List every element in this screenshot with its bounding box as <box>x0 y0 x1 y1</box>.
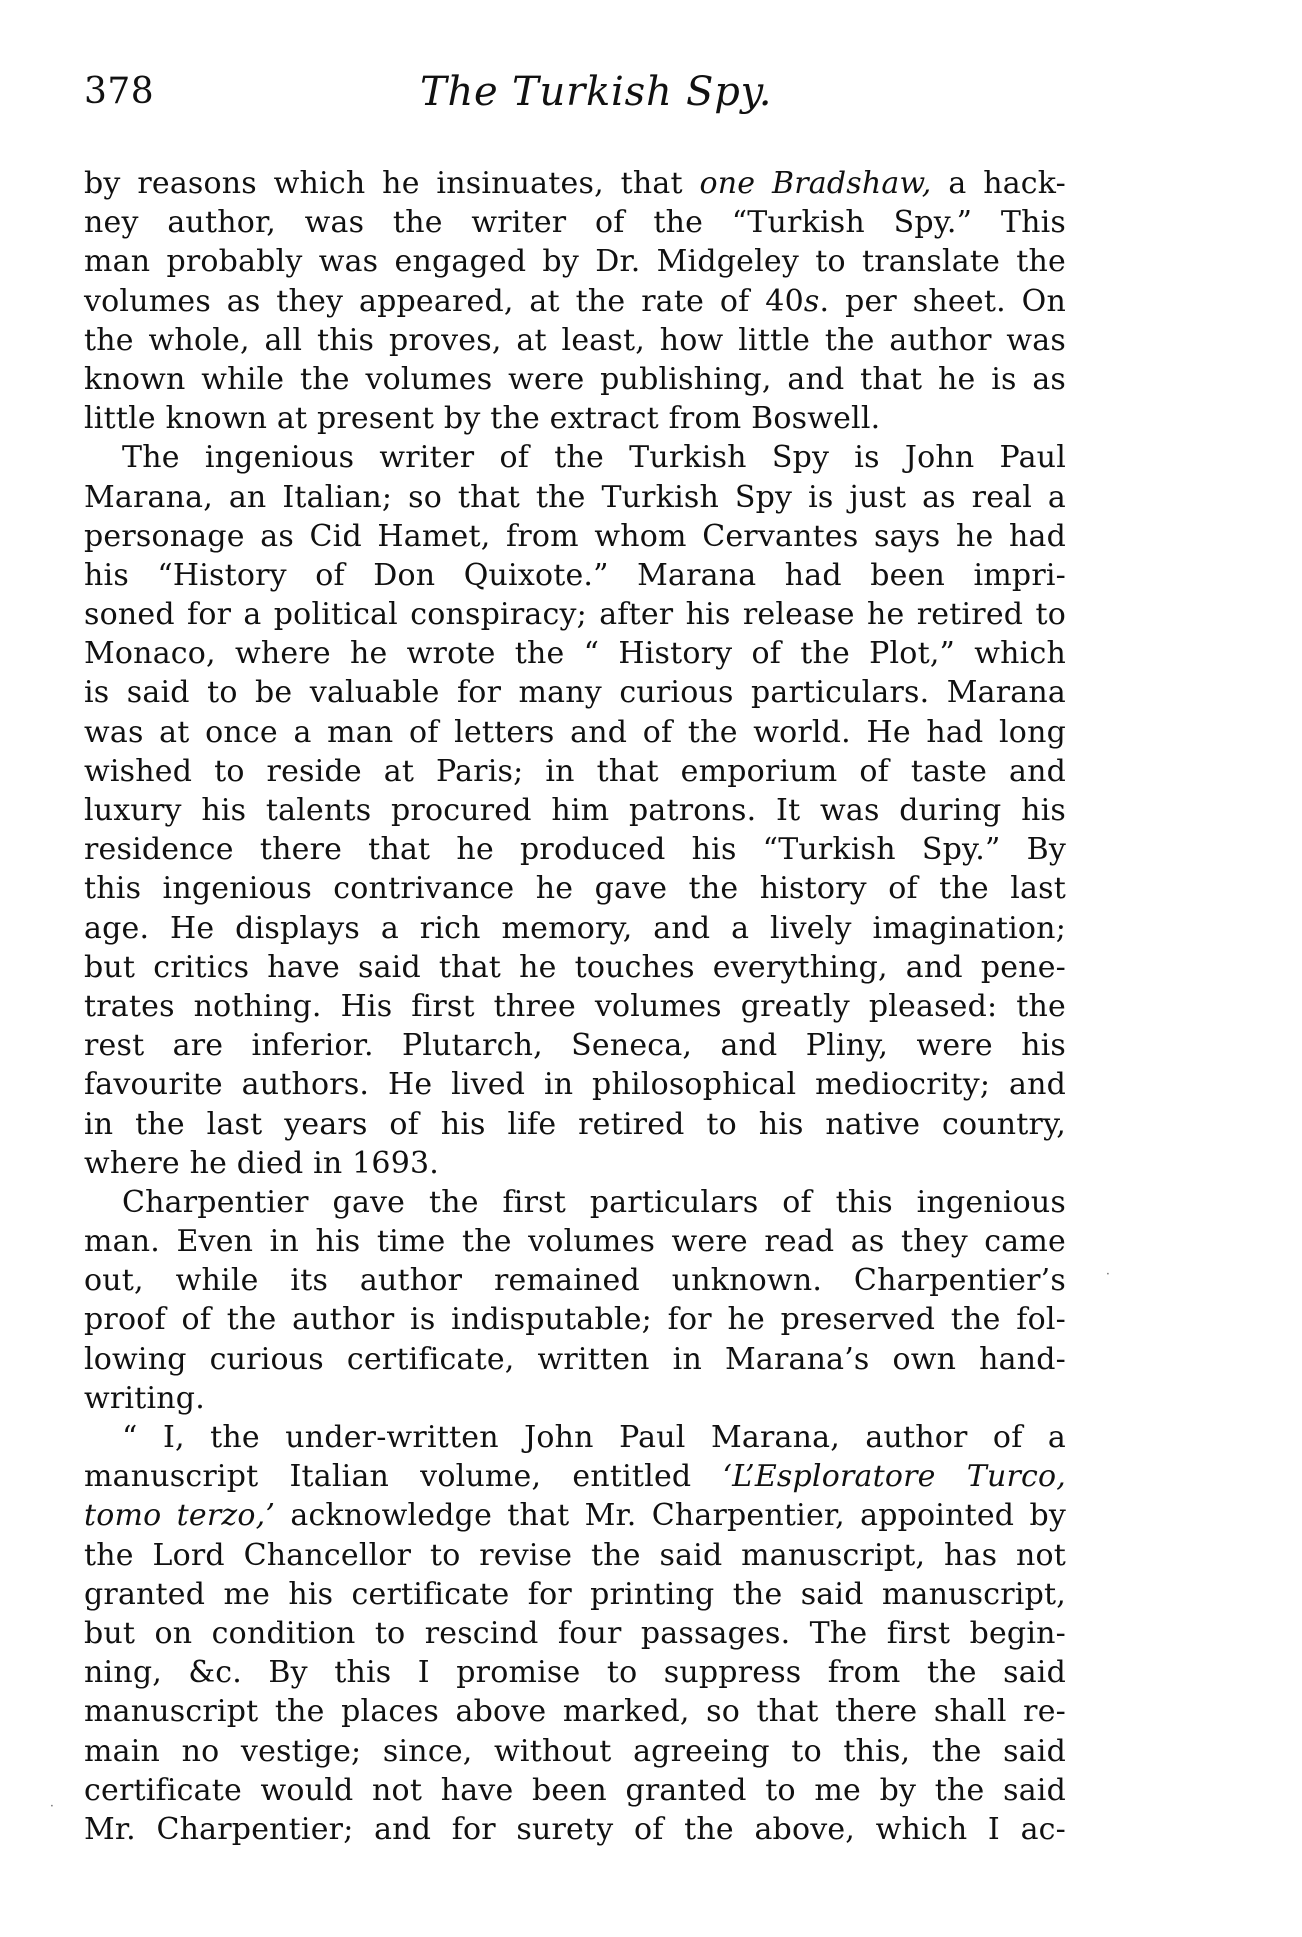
text-line <box>84 1692 1066 1731</box>
text-segment: acknowledge that Mr. Charpentier, appointed by <box>275 1498 1066 1534</box>
text-line <box>84 1340 1066 1379</box>
text-segment: rest are inferior. Plutarch, Seneca, and Pliny, were his <box>84 1028 1066 1064</box>
text-segment: Monaco, where he wrote the “ History of the Plot,” which <box>84 636 1066 672</box>
text-segment: ning, &c. By this I promise to suppress from the said <box>84 1655 1066 1691</box>
text-segment: manuscript Italian volume, entitled <box>84 1459 723 1495</box>
text-line <box>84 634 1066 673</box>
text-line <box>84 1810 1066 1849</box>
page-header <box>84 70 1074 130</box>
italic-text: one Bradshaw, <box>699 166 932 201</box>
text-segment: but on condition to rescind four passages. The first begin- <box>84 1615 1066 1651</box>
text-line <box>84 1144 1066 1183</box>
text-line <box>84 360 1066 399</box>
text-line <box>84 909 1066 948</box>
text-line <box>84 1457 1066 1496</box>
text-segment: his “History of Don Quixote.” Marana had been impri- <box>84 557 1066 593</box>
text-segment: main no vestige; since, without agreeing to this, the said <box>84 1733 1066 1769</box>
text-line <box>84 752 1066 791</box>
text-segment: a hack- <box>931 166 1066 201</box>
text-segment: “ I, the under-written John Paul Marana, author of a <box>122 1420 1066 1455</box>
text-segment: certificate would not have been granted to me by the said <box>84 1772 1066 1808</box>
italic-text: s <box>803 283 820 319</box>
text-segment: granted me his certificate for printing the said manuscript, <box>84 1576 1066 1612</box>
text-segment: ney author, was the writer of the “Turkish Spy.” This <box>84 205 1066 241</box>
text-segment: out, while its author remained unknown. Charpentier’s <box>84 1263 1066 1299</box>
text-line <box>84 242 1066 281</box>
text-line <box>84 673 1066 712</box>
margin-speck: ‧ <box>50 1799 54 1813</box>
text-segment: where he died in 1693. <box>84 1145 440 1181</box>
text-line <box>84 1496 1066 1535</box>
text-line <box>84 1183 1066 1222</box>
text-line <box>84 556 1066 595</box>
text-line <box>84 1771 1066 1810</box>
text-line <box>84 1222 1066 1261</box>
text-segment: was at once a man of letters and of the world. He had long <box>84 714 1066 750</box>
text-segment: age. He displays a rich memory, and a lively imagination; <box>84 910 1066 946</box>
text-segment: personage as Cid Hamet, from whom Cervantes says he had <box>84 518 1066 554</box>
text-line <box>84 1261 1066 1300</box>
text-line <box>84 1105 1066 1144</box>
text-segment: residence there that he produced his “Turkish Spy.” By <box>84 832 1066 868</box>
text-line <box>84 948 1066 987</box>
text-segment: The ingenious writer of the Turkish Spy is John Paul <box>122 440 1066 476</box>
italic-text: tomo terzo,’ <box>84 1498 276 1534</box>
text-segment: known while the volumes were publishing, and that he is as <box>84 361 1066 397</box>
text-segment: Charpentier gave the first particulars of this ingenious <box>122 1184 1066 1220</box>
text-segment: wished to reside at Paris; in that emporium of taste and <box>84 753 1066 789</box>
text-segment: Marana, an Italian; so that the Turkish Spy is just as real a <box>84 479 1066 515</box>
text-segment: Mr. Charpentier; and for surety of the above, which I ac- <box>84 1811 1066 1847</box>
text-segment: the Lord Chancellor to revise the said manuscript, has not <box>84 1537 1066 1573</box>
text-segment: man. Even in his time the volumes were read as they came <box>84 1224 1066 1260</box>
text-line <box>84 1732 1066 1771</box>
text-segment: manuscript the places above marked, so that there shall re- <box>84 1694 1066 1730</box>
text-line <box>84 1536 1066 1575</box>
text-line <box>84 791 1066 830</box>
text-line <box>84 321 1066 360</box>
text-line <box>84 1614 1066 1653</box>
text-line <box>84 478 1066 517</box>
text-line <box>84 282 1066 321</box>
text-line <box>84 869 1066 908</box>
text-line <box>84 438 1066 477</box>
text-line <box>84 164 1066 203</box>
text-segment: is said to be valuable for many curious particulars. Marana <box>84 675 1066 711</box>
text-line <box>84 1379 1066 1418</box>
margin-speck: ‧ <box>1106 1267 1110 1281</box>
text-segment: proof of the author is indisputable; for he preserved the fol- <box>84 1302 1066 1338</box>
text-line <box>84 713 1066 752</box>
text-segment: soned for a political conspiracy; after his release he retired to <box>84 597 1066 633</box>
text-segment: lowing curious certificate, written in Marana’s own hand- <box>84 1341 1066 1377</box>
text-segment: but critics have said that he touches everything, and pene- <box>84 949 1066 985</box>
text-segment: . per sheet. On <box>819 283 1066 319</box>
running-title: The Turkish Spy. <box>420 69 773 115</box>
text-line <box>84 987 1066 1026</box>
text-segment: little known at present by the extract from Boswell. <box>84 401 881 437</box>
text-line <box>84 1575 1066 1614</box>
text-segment: favourite authors. He lived in philosophical mediocrity; and <box>84 1067 1066 1103</box>
text-line <box>84 830 1066 869</box>
text-line <box>84 595 1066 634</box>
text-segment: luxury his talents procured him patrons. It was during his <box>84 793 1066 828</box>
text-line <box>84 1653 1066 1692</box>
text-segment: in the last years of his life retired to his native country, <box>84 1106 1066 1142</box>
text-line <box>84 517 1066 556</box>
text-segment: the whole, all this proves, at least, how little the author was <box>84 322 1066 358</box>
text-line <box>84 1300 1066 1339</box>
text-segment: volumes as they appeared, at the rate of 40 <box>84 283 804 319</box>
text-line <box>84 399 1066 438</box>
text-line <box>84 1418 1066 1457</box>
page-number: 378 <box>84 71 155 112</box>
text-line <box>84 1026 1066 1065</box>
text-segment: man probably was engaged by Dr. Midgeley to translate the <box>84 244 1066 280</box>
body-text <box>84 164 1066 1849</box>
text-segment: by reasons which he insinuates, that <box>84 166 700 201</box>
text-line <box>84 203 1066 242</box>
text-segment: this ingenious contrivance he gave the history of the last <box>84 871 1066 907</box>
text-segment: trates nothing. His first three volumes greatly pleased: the <box>84 988 1066 1024</box>
text-segment: writing. <box>84 1380 205 1416</box>
text-line <box>84 1065 1066 1104</box>
italic-text: ‘L’Esploratore Turco, <box>722 1459 1067 1495</box>
